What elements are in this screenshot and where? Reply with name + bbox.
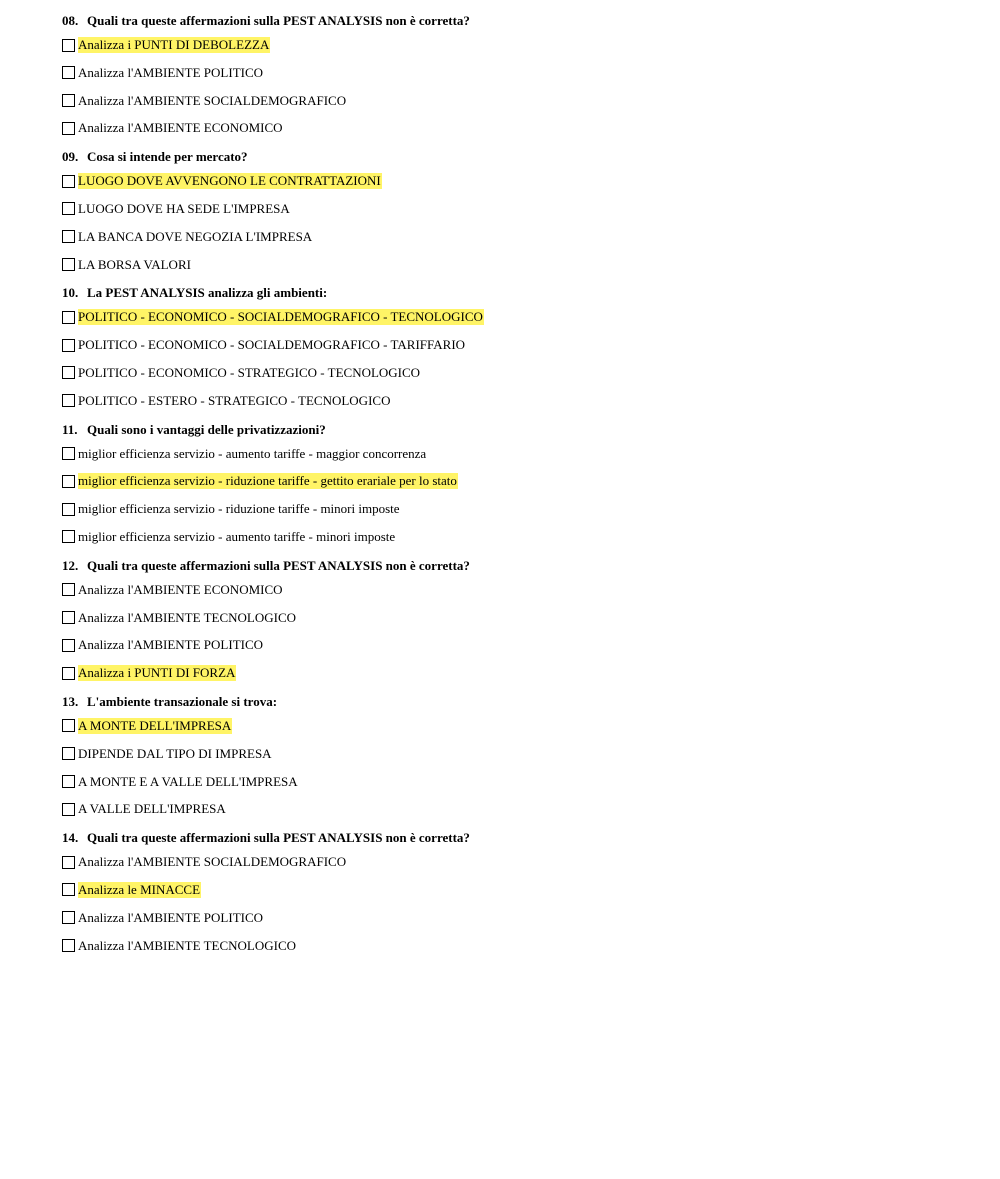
option-label: miglior efficienza servizio - aumento tariffe - minori imposte: [78, 528, 396, 544]
option-label: POLITICO - ECONOMICO - SOCIALDEMOGRAFICO - TARIFFARIO: [78, 337, 466, 353]
answer-option[interactable]: [62, 718, 962, 734]
option-label: Analizza l'AMBIENTE SOCIALDEMOGRAFICO: [78, 92, 347, 108]
question-13: [62, 693, 962, 817]
question-title: [62, 148, 962, 166]
question-title: [62, 12, 962, 30]
answer-option[interactable]: [62, 582, 962, 598]
checkbox[interactable]: [62, 39, 75, 52]
question-text: Quali sono i vantaggi delle privatizzazioni?: [87, 421, 326, 437]
checkbox[interactable]: [62, 175, 75, 188]
question-09: [62, 148, 962, 272]
answer-option[interactable]: [62, 365, 962, 381]
option-label: miglior efficienza servizio - riduzione tariffe - minori imposte: [78, 501, 400, 517]
question-text: L'ambiente transazionale si trova:: [87, 693, 278, 709]
checkbox[interactable]: [62, 94, 75, 107]
option-label: Analizza l'AMBIENTE TECNOLOGICO: [78, 609, 297, 625]
checkbox[interactable]: [62, 856, 75, 869]
answer-option[interactable]: [62, 393, 962, 409]
checkbox[interactable]: [62, 583, 75, 596]
option-label: Analizza l'AMBIENTE ECONOMICO: [78, 120, 283, 136]
answer-option[interactable]: [62, 938, 962, 954]
checkbox[interactable]: [62, 939, 75, 952]
checkbox[interactable]: [62, 394, 75, 407]
checkbox[interactable]: [62, 883, 75, 896]
checkbox[interactable]: [62, 447, 75, 460]
checkbox[interactable]: [62, 803, 75, 816]
question-08: [62, 12, 962, 136]
answer-option[interactable]: [62, 529, 962, 545]
checkbox[interactable]: [62, 339, 75, 352]
answer-option[interactable]: [62, 37, 962, 53]
option-label: A VALLE DELL'IMPRESA: [78, 801, 226, 817]
answer-option[interactable]: [62, 93, 962, 109]
answer-option[interactable]: [62, 637, 962, 653]
option-label: miglior efficienza servizio - aumento tariffe - maggior concorrenza: [78, 445, 427, 461]
option-label: LUOGO DOVE AVVENGONO LE CONTRATTAZIONI: [78, 173, 381, 189]
question-number: 12.: [62, 557, 79, 573]
question-11: [62, 421, 962, 545]
option-label: Analizza l'AMBIENTE POLITICO: [78, 637, 264, 653]
answer-option[interactable]: [62, 229, 962, 245]
answer-option[interactable]: [62, 501, 962, 517]
answer-option[interactable]: [62, 201, 962, 217]
question-14: [62, 829, 962, 953]
checkbox[interactable]: [62, 202, 75, 215]
option-label: Analizza le MINACCE: [78, 881, 201, 897]
checkbox[interactable]: [62, 66, 75, 79]
question-text: Quali tra queste affermazioni sulla PEST ANALYSIS non è corretta?: [87, 830, 470, 846]
answer-option[interactable]: [62, 774, 962, 790]
question-number: 08.: [62, 13, 79, 28]
option-label: A MONTE DELL'IMPRESA: [78, 717, 232, 733]
option-label: A MONTE E A VALLE DELL'IMPRESA: [78, 773, 298, 789]
answer-option[interactable]: [62, 746, 962, 762]
option-label: Analizza l'AMBIENTE POLITICO: [78, 64, 264, 80]
question-10: [62, 284, 962, 408]
answer-option[interactable]: [62, 665, 962, 681]
question-number: 09.: [62, 149, 79, 165]
question-title: [62, 421, 962, 439]
checkbox[interactable]: [62, 475, 75, 488]
checkbox[interactable]: [62, 366, 75, 379]
answer-option[interactable]: [62, 337, 962, 353]
option-label: LUOGO DOVE HA SEDE L'IMPRESA: [78, 200, 290, 216]
option-label: LA BANCA DOVE NEGOZIA L'IMPRESA: [78, 228, 313, 244]
option-label: POLITICO - ECONOMICO - SOCIALDEMOGRAFICO - TECNOLOGICO: [78, 309, 483, 325]
checkbox[interactable]: [62, 611, 75, 624]
checkbox[interactable]: [62, 311, 75, 324]
checkbox[interactable]: [62, 639, 75, 652]
option-label: POLITICO - ECONOMICO - STRATEGICO - TECNOLOGICO: [78, 364, 421, 380]
answer-option[interactable]: [62, 257, 962, 273]
question-text: La PEST ANALYSIS analizza gli ambienti:: [87, 285, 328, 301]
answer-option[interactable]: [62, 120, 962, 136]
answer-option[interactable]: [62, 910, 962, 926]
checkbox[interactable]: [62, 530, 75, 543]
question-title: [62, 693, 962, 711]
option-label: Analizza i PUNTI DI FORZA: [78, 665, 236, 681]
quiz-page: [62, 12, 962, 965]
question-text: Cosa si intende per mercato?: [87, 149, 248, 165]
checkbox[interactable]: [62, 667, 75, 680]
question-number: 10.: [62, 285, 79, 301]
answer-option[interactable]: [62, 173, 962, 189]
option-label: Analizza l'AMBIENTE ECONOMICO: [78, 581, 283, 597]
answer-option[interactable]: [62, 610, 962, 626]
answer-option[interactable]: [62, 801, 962, 817]
option-label: POLITICO - ESTERO - STRATEGICO - TECNOLOGICO: [78, 392, 391, 408]
option-label: Analizza l'AMBIENTE TECNOLOGICO: [78, 937, 297, 953]
option-label: Analizza l'AMBIENTE SOCIALDEMOGRAFICO: [78, 854, 347, 870]
answer-option[interactable]: [62, 446, 962, 462]
answer-option[interactable]: [62, 854, 962, 870]
checkbox[interactable]: [62, 775, 75, 788]
option-label: Analizza l'AMBIENTE POLITICO: [78, 909, 264, 925]
question-number: 14.: [62, 830, 79, 846]
question-12: [62, 557, 962, 681]
checkbox[interactable]: [62, 719, 75, 732]
question-number: 13.: [62, 693, 79, 709]
checkbox[interactable]: [62, 503, 75, 516]
answer-option[interactable]: [62, 882, 962, 898]
checkbox[interactable]: [62, 258, 75, 271]
option-label: LA BORSA VALORI: [78, 256, 191, 272]
option-label: miglior efficienza servizio - riduzione tariffe - gettito erariale per lo stato: [78, 473, 457, 489]
question-text: Quali tra queste affermazioni sulla PEST ANALYSIS non è corretta?: [87, 557, 470, 573]
question-title: [62, 557, 962, 575]
checkbox[interactable]: [62, 911, 75, 924]
option-label: DIPENDE DAL TIPO DI IMPRESA: [78, 745, 272, 761]
answer-option[interactable]: [62, 473, 962, 489]
answer-option[interactable]: [62, 65, 962, 81]
question-number: 11.: [62, 421, 78, 437]
question-text: Quali tra queste affermazioni sulla PEST ANALYSIS non è corretta?: [87, 13, 470, 28]
answer-option[interactable]: [62, 309, 962, 325]
checkbox[interactable]: [62, 230, 75, 243]
checkbox[interactable]: [62, 122, 75, 135]
checkbox[interactable]: [62, 747, 75, 760]
option-label: Analizza i PUNTI DI DEBOLEZZA: [78, 37, 270, 52]
question-title: [62, 284, 962, 302]
question-title: [62, 829, 962, 847]
